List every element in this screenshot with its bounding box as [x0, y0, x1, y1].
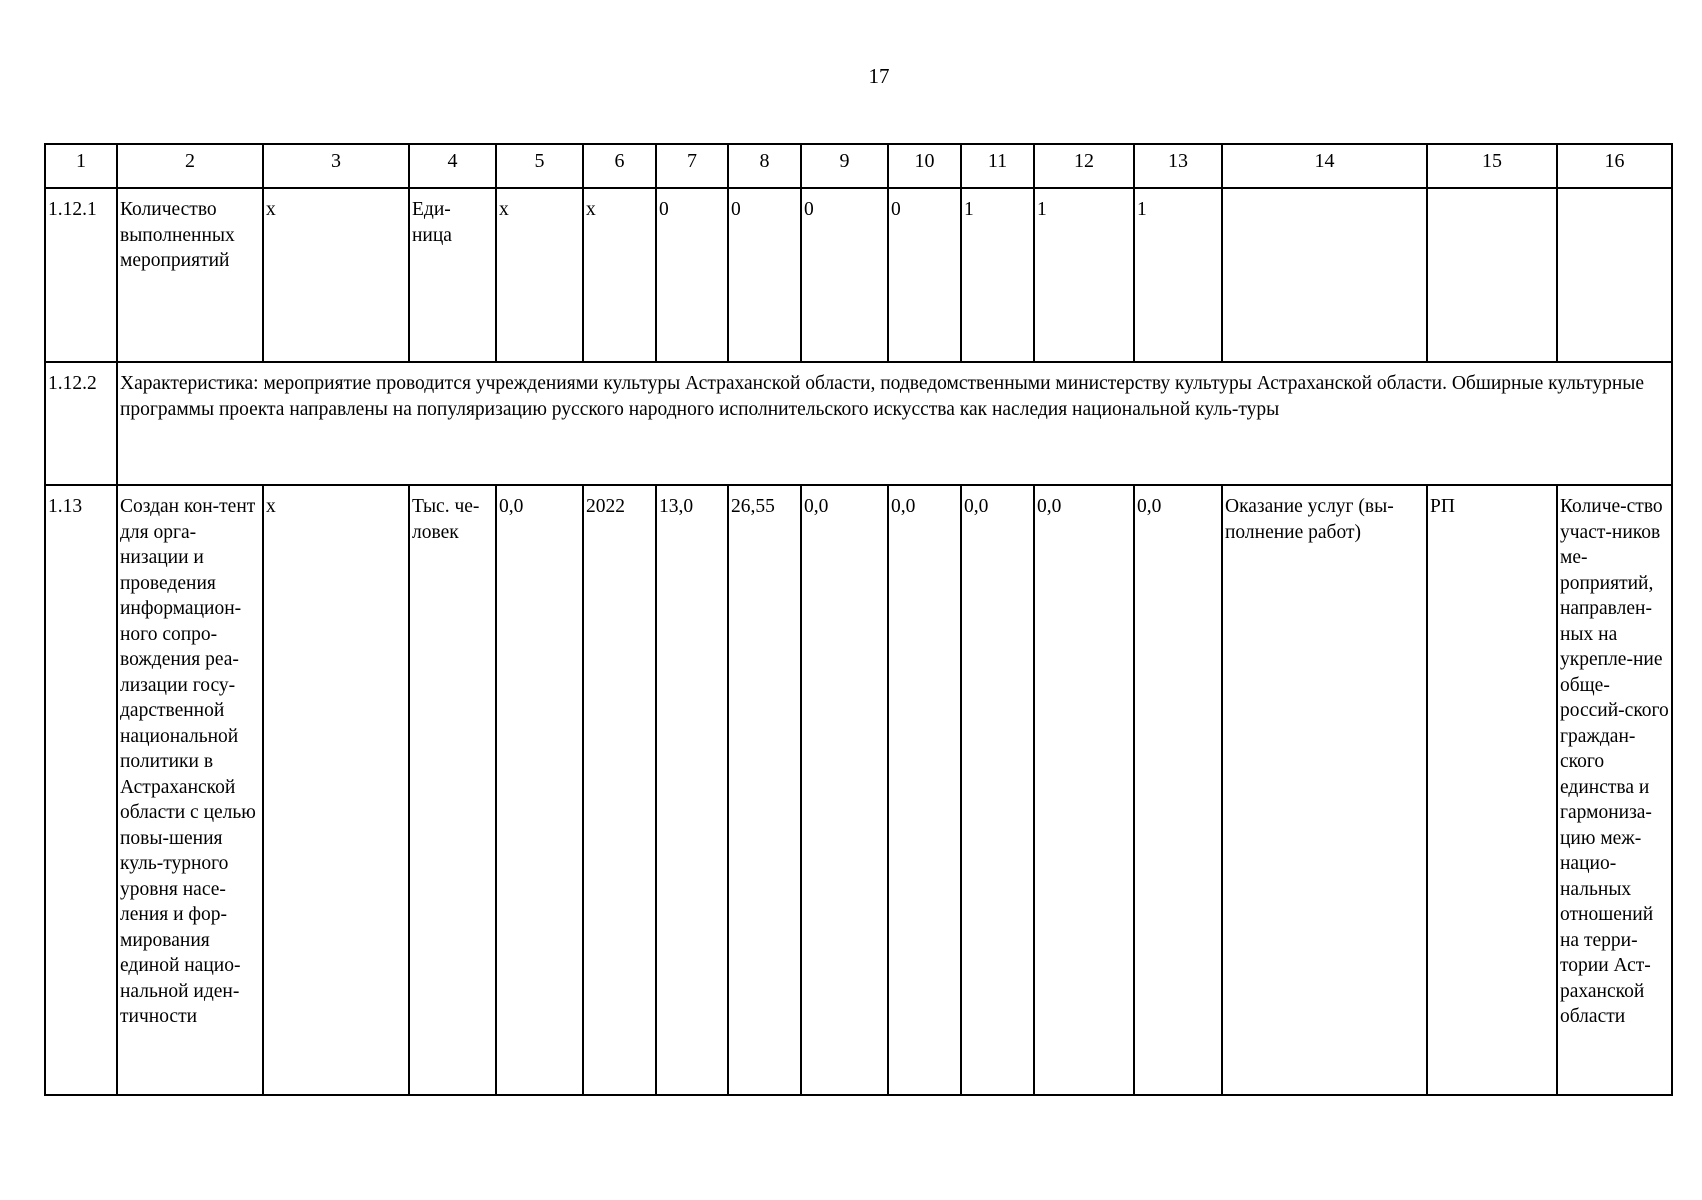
header-cell: 2 [117, 144, 263, 188]
table-cell: х [263, 188, 409, 362]
header-cell: 16 [1557, 144, 1672, 188]
table-cell: 0,0 [888, 485, 961, 1095]
table-row [45, 362, 1672, 485]
header-cell: 3 [263, 144, 409, 188]
table-cell: 0,0 [1034, 485, 1134, 1095]
header-cell: 9 [801, 144, 888, 188]
table-cell: х [583, 188, 656, 362]
header-cell: 8 [728, 144, 801, 188]
header-cell: 5 [496, 144, 583, 188]
page-number: 17 [868, 64, 890, 88]
table-cell: 2022 [583, 485, 656, 1095]
table-cell: 0,0 [1134, 485, 1222, 1095]
header-cell: 12 [1034, 144, 1134, 188]
table-cell: х [263, 485, 409, 1095]
table-cell: 26,55 [728, 485, 801, 1095]
table-cell: 0,0 [496, 485, 583, 1095]
header-cell: 6 [583, 144, 656, 188]
header-cell: 10 [888, 144, 961, 188]
table-row [45, 485, 1672, 1095]
table-cell [1222, 188, 1427, 362]
table-cell: 0 [728, 188, 801, 362]
header-cell: 15 [1427, 144, 1557, 188]
table-cell [1557, 188, 1672, 362]
unit-cell: Тыс. че-ловек [409, 485, 496, 1095]
table-cell: РП [1427, 485, 1557, 1095]
table-row [45, 188, 1672, 362]
work-type-cell: Оказание услуг (вы-полнение работ) [1222, 485, 1427, 1095]
result-description: Количе-ство участ-ников ме-роприятий, направлен-ных на укрепле-ние обще-россий-ского граждан-ского единства и гармониза-цию меж-нацио-нальных отношений на терри-тории Аст-раханской области [1557, 485, 1672, 1095]
table-cell: 0,0 [961, 485, 1034, 1095]
row-number: 1.13 [45, 485, 117, 1095]
header-cell: 4 [409, 144, 496, 188]
table-cell: 1 [1034, 188, 1134, 362]
header-cell: 11 [961, 144, 1034, 188]
header-row [45, 144, 1672, 188]
table-cell: 1 [961, 188, 1034, 362]
table-cell: 1 [1134, 188, 1222, 362]
indicator-name: Создан кон-тент для орга-низации и проведения информацион-ного сопро-вождения реа-лизации госу-дарственной национальной политики в Астраханской области с целью повы-шения куль-турного уровня насе-ления и фор-мирования единой нацио-нальной иден-тичности [117, 485, 263, 1095]
characteristic-text: Характеристика: мероприятие проводится учреждениями культуры Астраханской области, подведомственными министерству культуры Астраханской области. Обширные культурные программы проекта направлены на популяризацию русского народного исполнительского искусства как наследия национальной куль-туры [117, 362, 1672, 485]
indicators-table [44, 143, 1673, 1096]
table-cell: 0 [656, 188, 728, 362]
table-cell: 13,0 [656, 485, 728, 1095]
indicator-name: Количество выполненных мероприятий [117, 188, 263, 362]
row-number: 1.12.1 [45, 188, 117, 362]
header-cell: 7 [656, 144, 728, 188]
unit-cell: Еди- ница [409, 188, 496, 362]
table-cell: 0,0 [801, 485, 888, 1095]
table-cell: х [496, 188, 583, 362]
header-cell: 14 [1222, 144, 1427, 188]
table-cell: 0 [888, 188, 961, 362]
row-number: 1.12.2 [45, 362, 117, 485]
header-cell: 1 [45, 144, 117, 188]
table-cell [1427, 188, 1557, 362]
header-cell: 13 [1134, 144, 1222, 188]
table-cell: 0 [801, 188, 888, 362]
